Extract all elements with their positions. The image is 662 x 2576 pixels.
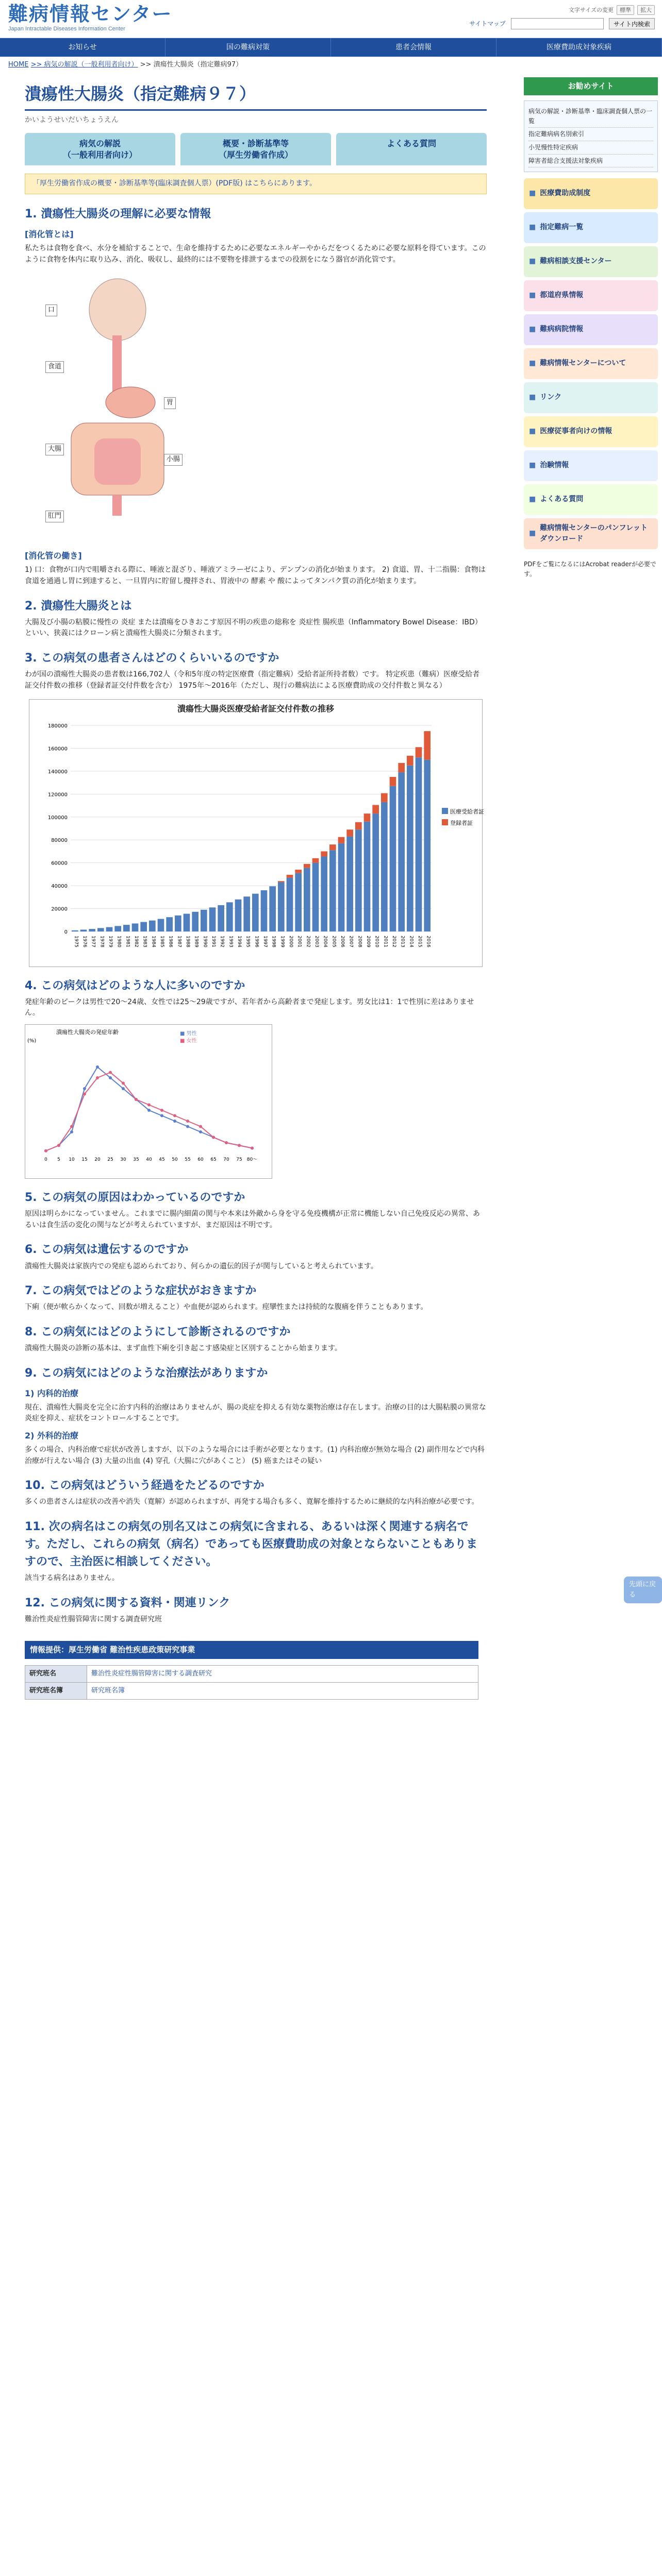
section-heading: 4. この病気はどのような人に多いのですか <box>25 979 245 992</box>
x-tick-label: 2013 <box>400 935 405 947</box>
chart-title: 潰瘍性大腸炎の発症年齢 <box>56 1029 119 1036</box>
legend-swatch <box>442 819 448 825</box>
bar-certificate <box>166 917 173 931</box>
section-text: 下痢（便が軟らかくなって、回数が増えること）や血便が認められます。痙攣性または持続的な腹痛を伴うこともあります。 <box>25 1303 428 1312</box>
section-subheading: 1) 内科的治療 <box>25 1388 79 1398</box>
data-point <box>199 1130 202 1133</box>
tab-faq[interactable]: よくある質問 <box>336 133 487 165</box>
bar-certificate <box>175 915 181 931</box>
bar-registration <box>398 762 405 772</box>
bar-registration <box>416 747 422 757</box>
illust-label: 胃 <box>164 397 176 409</box>
onset-age-chart <box>25 1024 272 1179</box>
bar-certificate <box>261 890 268 931</box>
sidebar-link-8[interactable] <box>524 450 658 481</box>
x-tick-label: 2005 <box>331 935 337 947</box>
data-point <box>96 1065 99 1069</box>
bar-registration <box>287 875 293 878</box>
data-point <box>160 1114 163 1117</box>
x-tick-label: 1975 <box>73 935 79 947</box>
x-tick-label: 1988 <box>185 935 190 947</box>
section-text: 大腸及び小腸の粘膜に慢性の 炎症 または潰瘍をひきおこす原因不明の疾患の総称を 炎症性 腸疾患（Inflammatory Bowel Disease：IBD）といい、狭義にはクローン病と潰瘍性大腸炎に分類されます。 <box>25 618 482 638</box>
bar-certificate <box>424 759 431 931</box>
chart-title: 潰瘍性大腸炎医療受給者証交付件数の推移 <box>177 703 334 714</box>
bar-certificate <box>192 911 198 931</box>
x-tick-label: 20 <box>94 1157 101 1162</box>
y-tick-label: 20000 <box>51 906 68 912</box>
data-point <box>173 1120 176 1123</box>
tab-general[interactable]: 病気の解説 （一般利用者向け） <box>25 133 175 165</box>
breadcrumb-home[interactable]: HOME <box>8 61 29 69</box>
breadcrumb <box>0 57 662 73</box>
legend-label: 登録者証 <box>450 819 473 826</box>
data-point <box>186 1125 189 1128</box>
x-tick-label: 5 <box>57 1157 60 1162</box>
x-tick-label: 2003 <box>314 935 319 947</box>
registrations-chart <box>29 699 483 967</box>
data-point <box>122 1082 125 1085</box>
bar-registration <box>295 870 302 873</box>
bar-registration <box>312 858 319 862</box>
x-tick-label: 2012 <box>391 935 396 947</box>
nav-news[interactable]: お知らせ <box>0 38 166 57</box>
legend-label: ■ 男性 <box>180 1031 197 1037</box>
x-tick-label: 1995 <box>245 935 251 947</box>
footer-row-value[interactable]: 研究班名簿 <box>87 1683 478 1700</box>
x-tick-label: 2000 <box>288 935 293 947</box>
x-tick-label: 1998 <box>271 935 276 947</box>
x-tick-label: 2006 <box>340 935 345 947</box>
sidebar-link-label: 難病相談支援センター <box>540 257 612 266</box>
sidebar-icon: ■ <box>529 257 536 266</box>
sidebar-link-1[interactable] <box>524 212 658 243</box>
data-point <box>83 1087 86 1090</box>
x-tick-label: 1979 <box>108 935 113 947</box>
data-point <box>251 1147 254 1150</box>
page-kana: かいようせいだいちょうえん <box>25 115 119 124</box>
font-size-label: 文字サイズの変更 <box>568 7 614 13</box>
y-tick-label: 180000 <box>47 723 68 729</box>
bar-certificate <box>132 923 139 931</box>
section-heading: 8. この病気にはどのようにして診断されるのですか <box>25 1326 291 1339</box>
bar-certificate <box>295 873 302 931</box>
x-tick-label: 1976 <box>82 935 87 947</box>
breadcrumb-current: >> 潰瘍性大腸炎（指定難病97） <box>140 61 243 69</box>
illust-label: 大腸 <box>45 444 64 455</box>
bar-registration <box>424 731 431 760</box>
bar-certificate <box>338 843 345 931</box>
x-tick-label: 65 <box>210 1157 217 1162</box>
breadcrumb-general[interactable]: >> 病気の解説（一般利用者向け） <box>30 61 138 69</box>
sidebar-link-label: リンク <box>540 393 561 402</box>
bar-certificate <box>278 882 285 931</box>
section-heading: 10. この病気はどういう経過をたどるのですか <box>25 1479 264 1493</box>
bar-registration <box>372 805 379 814</box>
x-tick-label: 1978 <box>99 935 105 947</box>
data-point <box>238 1144 241 1147</box>
sidebar-link-10[interactable] <box>524 518 658 549</box>
sidebar-link-label: 医療費助成制度 <box>540 189 591 198</box>
global-nav <box>0 38 662 57</box>
sitemap-link[interactable]: サイトマップ <box>469 20 506 27</box>
bar-certificate <box>416 757 422 931</box>
footer-row-label: 研究班名 <box>25 1666 87 1683</box>
sidebar-icon: ■ <box>529 223 536 232</box>
section-text: 私たちは食物を食べ、水分を補給することで、生命を維持するために必要なエネルギーやからだをつくるために必要な原料を得ています。このように食物を体内に取り込み、消化、吸収し、最終的には不要物を排泄するまでの役割をになう器官が消化管です。 <box>25 244 486 264</box>
sidebar-link-label: 医療従事者向けの情報 <box>540 427 613 436</box>
bar-registration <box>346 829 353 836</box>
data-point <box>199 1125 202 1128</box>
x-tick-label: 25 <box>107 1157 113 1162</box>
nav-patient-groups[interactable]: 患者会情報 <box>331 38 496 57</box>
data-point <box>83 1093 86 1096</box>
x-tick-label: 2004 <box>322 935 328 947</box>
section-text: 潰瘍性大腸炎の診断の基本は、まず血性下痢を引き起こす感染症と区別することから始まります。 <box>25 1344 342 1353</box>
y-tick-label: 40000 <box>51 883 68 889</box>
sidebar-link-9[interactable] <box>524 484 658 515</box>
sidebar-icon: ■ <box>529 189 536 198</box>
section-text: 1) 口：食物が口内で咀嚼される際に、唾液と混ざり、唾液アミラーゼにより、デンプンの消化が始まります。 2) 食道、胃、十二指腸：食物は食道を通過し胃に到達すると、一旦胃内に貯留し攪拌され、胃液中の 酵素 や 酸によってタンパク質の消化が始まります。 <box>25 566 486 585</box>
bar-certificate <box>304 868 310 931</box>
site-logo-sub: Japan Intractable Diseases Information Center <box>8 25 125 32</box>
font-large-button[interactable]: 拡大 <box>637 5 655 15</box>
footer-label: 情報提供：厚生労働省 難治性疾患政策研究事業 <box>25 1641 478 1659</box>
sidebar-icon: ■ <box>529 393 536 402</box>
footer-row-value[interactable]: 難治性炎症性腸管障害に関する調査研究 <box>87 1666 478 1683</box>
x-tick-label: 1990 <box>202 935 208 947</box>
footer-row-label: 研究班名簿 <box>25 1683 87 1700</box>
section-heading: 5. この病気の原因はわかっているのですか <box>25 1191 245 1204</box>
recommend-header: お勧めサイト <box>524 77 658 95</box>
sidebar-link-4[interactable] <box>524 314 658 345</box>
x-tick-label: 1991 <box>211 935 216 947</box>
sidebar-link-label: 難病情報センターのパンフレットダウンロード <box>540 523 648 544</box>
bar-registration <box>304 863 310 868</box>
site-header <box>0 0 662 38</box>
bar-certificate <box>226 902 233 931</box>
x-tick-label: 2009 <box>366 935 371 947</box>
section-subheading: [消化管とは] <box>25 229 74 240</box>
illust-label: 食道 <box>45 361 64 372</box>
bar-registration <box>321 851 327 856</box>
section-heading: 6. この病気は遺伝するのですか <box>25 1243 189 1257</box>
y-tick-label: 120000 <box>47 791 68 798</box>
bar-registration <box>355 822 362 829</box>
sidebar-link-label: 都道府県情報 <box>540 291 584 300</box>
data-point <box>70 1130 73 1133</box>
x-tick-label: 2007 <box>348 935 354 947</box>
bar-certificate <box>114 926 121 931</box>
x-tick-label: 1989 <box>193 935 199 947</box>
x-tick-label: 70 <box>223 1157 229 1162</box>
bar-certificate <box>123 925 130 931</box>
x-tick-label: 2014 <box>408 935 414 947</box>
bar-certificate <box>252 893 259 931</box>
bar-certificate <box>218 905 224 931</box>
sidebar-icon: ■ <box>529 325 536 334</box>
section-text: 難治性炎症性腸管障害に関する調査研究班 <box>25 1615 162 1624</box>
section-heading: 12. この病気に関する資料・関連リンク <box>25 1597 230 1609</box>
x-tick-label: 30 <box>120 1157 126 1162</box>
x-tick-label: 2011 <box>383 935 388 947</box>
x-tick-label: 55 <box>185 1157 191 1162</box>
illust-label: 小腸 <box>164 454 183 465</box>
data-point <box>70 1125 73 1128</box>
bar-certificate <box>312 862 319 931</box>
bar-certificate <box>89 929 95 931</box>
sidebar-link-label: 治験情報 <box>540 461 569 470</box>
section-text: わが国の潰瘍性大腸炎の患者数は166,702人（令和5年度の特定医療費（指定難病）受給者証所持者数）です。 特定疾患（難病）医療受給者証交付件数の推移（登録者証交付件数を含む） 1975年～2016年（ただし、現行の難病法による医療費助成の交付件数と異なる） <box>25 670 480 690</box>
y-tick-label: 80000 <box>51 837 68 843</box>
x-tick-label: 10 <box>69 1157 75 1162</box>
data-point <box>109 1076 112 1079</box>
data-point <box>186 1120 189 1123</box>
sidebar-link-label: 難病病院情報 <box>540 325 584 334</box>
site-logo[interactable]: 難病情報センター <box>8 2 173 25</box>
x-tick-label: 50 <box>172 1157 178 1162</box>
nav-subsidy[interactable]: 医療費助成対象疾病 <box>496 38 662 57</box>
section-text: 潰瘍性大腸炎は家族内での発症も認められており、何らかの遺伝的因子が関与していると考えられています。 <box>25 1262 378 1270</box>
bar-registration <box>390 777 396 786</box>
tab-criteria[interactable]: 概要・診断基準等 （厚生労働省作成） <box>180 133 331 165</box>
sidebar-icon: ■ <box>529 529 536 538</box>
quick-list-item[interactable]: 小児慢性特定疾病 <box>528 141 653 155</box>
x-tick-label: 2015 <box>417 935 422 947</box>
y-tick-label: 140000 <box>47 769 68 775</box>
y-axis-label: (%) <box>27 1038 37 1044</box>
quick-list-item[interactable]: 病気の解説・診断基準・臨床調査個人票の一覧 <box>528 105 653 128</box>
x-tick-label: 60 <box>197 1157 204 1162</box>
sidebar-link-5[interactable] <box>524 348 658 379</box>
x-tick-label: 1984 <box>151 935 156 947</box>
x-tick-label: 2010 <box>374 935 379 947</box>
data-point <box>147 1104 151 1107</box>
x-tick-label: 0 <box>44 1157 47 1162</box>
bar-certificate <box>372 814 379 931</box>
bar-registration <box>329 844 336 850</box>
page-title: 潰瘍性大腸炎（指定難病９７） <box>25 81 487 111</box>
data-point <box>57 1144 60 1147</box>
section-heading: 9. この病気にはどのような治療法がありますか <box>25 1366 268 1380</box>
illust-label: 口 <box>45 304 57 316</box>
x-tick-label: 75 <box>236 1157 242 1162</box>
section-text: 発症年齢のピークは男性で20〜24歳、女性では25〜29歳ですが、若年者から高齢者まで発症します。男女比は1：1で性別に差はありません。 <box>25 997 474 1018</box>
bar-certificate <box>149 920 156 931</box>
section-subheading: [消化管の働き] <box>25 551 82 561</box>
x-tick-label: 35 <box>133 1157 139 1162</box>
legend-swatch <box>442 808 448 814</box>
bar-certificate <box>329 850 336 931</box>
font-normal-button[interactable]: 標準 <box>617 5 634 15</box>
x-tick-label: 1999 <box>279 935 285 947</box>
bar-certificate <box>243 896 250 931</box>
x-tick-label: 1997 <box>262 935 268 947</box>
x-tick-label: 1985 <box>159 935 164 947</box>
x-tick-label: 2002 <box>305 935 311 947</box>
sidebar-link-label: よくある質問 <box>540 495 584 504</box>
x-tick-label: 2008 <box>357 935 362 947</box>
legend-label: 医療受給者証 <box>450 808 484 815</box>
bar-registration <box>407 755 413 765</box>
bar-certificate <box>209 907 216 931</box>
quick-list <box>524 100 658 172</box>
data-point <box>173 1114 176 1117</box>
bar-certificate <box>184 913 190 931</box>
bar-registration <box>364 814 371 822</box>
sidebar-link-label: 難病情報センターについて <box>540 359 626 368</box>
y-tick-label: 160000 <box>47 745 68 752</box>
data-point <box>212 1136 215 1139</box>
section-text: 該当する病名はありません。 <box>25 1574 119 1583</box>
data-point <box>147 1109 151 1112</box>
section-heading: 3. この病気の患者さんはどのくらいいるのですか <box>25 652 279 665</box>
x-tick-label: 1992 <box>219 935 225 947</box>
bar-certificate <box>106 927 113 931</box>
sidebar-icon: ■ <box>529 291 536 300</box>
search-button[interactable]: サイト内検索 <box>609 18 655 29</box>
sidebar-icon: ■ <box>529 461 536 470</box>
x-tick-label: 1994 <box>237 935 242 947</box>
bar-certificate <box>355 829 362 931</box>
bar-registration <box>278 881 285 882</box>
bar-certificate <box>72 930 78 931</box>
x-tick-label: 1981 <box>125 935 130 947</box>
y-tick-label: 0 <box>64 929 68 935</box>
x-tick-label: 15 <box>81 1157 88 1162</box>
data-point <box>135 1098 138 1101</box>
section-text: 多くの場合、内科治療で症状が改善しますが、以下のような場合には手術が必要となります。(1) 内科治療が無効な場合 (2) 副作用などで内科治療が行えない場合 (3) 大量の出血 (4) 穿孔（大腸に穴があくこと） (5) 癌またはその疑い <box>25 1445 485 1465</box>
y-tick-label: 60000 <box>51 860 68 867</box>
bar-certificate <box>381 802 388 931</box>
bar-certificate <box>364 821 371 931</box>
data-point <box>160 1109 163 1112</box>
bar-registration <box>381 793 388 802</box>
back-to-top-button[interactable]: 先頭に戻る <box>624 1577 662 1603</box>
sidebar-link-6[interactable] <box>524 382 658 413</box>
section-heading: 7. この病気ではどのような症状がおきますか <box>25 1284 257 1298</box>
search-input[interactable] <box>511 18 604 29</box>
bar-certificate <box>201 909 207 931</box>
digestive-illustration <box>35 274 200 541</box>
sidebar-link-0[interactable] <box>524 178 658 209</box>
sidebar-link-2[interactable] <box>524 246 658 277</box>
x-tick-label: 45 <box>159 1157 165 1162</box>
section-text: 原因は明らかになっていません。これまでに腸内細菌の関与や本来は外敵から身を守る免疫機構が正常に機能しない自己免疫反応の異常、あるいは食生活の変化の関与などが考えられていますが、まだ原因は不明です。 <box>25 1210 480 1229</box>
sidebar-icon: ■ <box>529 495 536 504</box>
x-tick-label: 1977 <box>90 935 96 947</box>
x-tick-label: 1987 <box>176 935 182 947</box>
bar-certificate <box>346 836 353 931</box>
sidebar-icon: ■ <box>529 427 536 436</box>
sidebar-icon: ■ <box>529 359 536 368</box>
section-heading: 2. 潰瘍性大腸炎とは <box>25 599 132 613</box>
bar-certificate <box>97 928 104 931</box>
section-text: 現在、潰瘍性大腸炎を完全に治す内科的治療はありませんが、腸の炎症を抑える有効な薬物治療は存在します。治療の目的は大腸粘膜の異常な炎症を抑え、症状をコントロールすることです。 <box>25 1403 486 1423</box>
section-subheading: 2) 外科的治療 <box>25 1431 79 1441</box>
x-tick-label: 1993 <box>228 935 234 947</box>
x-tick-label: 1996 <box>254 935 259 947</box>
bar-certificate <box>390 786 396 931</box>
y-tick-label: 100000 <box>47 815 68 821</box>
x-tick-label: 40 <box>146 1157 152 1162</box>
data-point <box>44 1149 47 1153</box>
bar-certificate <box>80 929 87 931</box>
x-tick-label: 80～ <box>246 1157 258 1162</box>
bar-certificate <box>158 919 164 931</box>
sidebar-link-3[interactable] <box>524 280 658 311</box>
section-text: 多くの患者さんは症状の改善や消失（寛解）が認められますが、再発する場合も多く、寛解を維持するために継続的な内科治療が必要です。 <box>25 1498 479 1506</box>
bar-registration <box>338 837 345 843</box>
quick-list-item[interactable]: 指定難病病名別索引 <box>528 128 653 141</box>
bar-certificate <box>235 899 242 931</box>
nav-policy[interactable]: 国の難病対策 <box>166 38 331 57</box>
pdf-link[interactable]: 「厚生労働省作成の概要・診断基準等(臨床調査個人票）(PDF版) はこちらにあります。 <box>25 174 487 194</box>
bar-certificate <box>140 922 147 931</box>
bar-certificate <box>269 886 276 931</box>
data-point <box>122 1087 125 1090</box>
data-point <box>109 1071 112 1074</box>
bar-certificate <box>287 877 293 931</box>
x-tick-label: 2001 <box>296 935 302 947</box>
sidebar-link-label: 指定難病一覧 <box>540 223 584 232</box>
quick-list-item[interactable]: 障害者総合支援法対象疾病 <box>528 155 653 168</box>
bar-certificate <box>398 772 405 931</box>
sidebar <box>524 77 658 584</box>
sidebar-link-7[interactable] <box>524 416 658 447</box>
section-heading: 1. 潰瘍性大腸炎の理解に必要な情報 <box>25 208 211 221</box>
section-heading: 11. 次の病名はこの病気の別名又はこの病気に含まれる、あるいは深く関連する病名です。ただし、これらの病気（病名）であっても医療費助成の対象とならないこともありますので、主治医に相談してください。 <box>25 1520 478 1569</box>
x-tick-label: 1986 <box>168 935 173 947</box>
x-tick-label: 1982 <box>134 935 139 947</box>
bar-certificate <box>321 856 327 931</box>
bar-certificate <box>407 765 413 931</box>
x-tick-label: 1980 <box>116 935 122 947</box>
x-tick-label: 2016 <box>425 935 431 947</box>
footer-info <box>25 1641 487 1700</box>
illust-label: 肛門 <box>45 511 64 522</box>
legend-label: ■ 女性 <box>180 1038 197 1044</box>
acrobat-note: PDFをご覧になるにはAcrobat readerが必要です。 <box>524 561 656 578</box>
x-tick-label: 1983 <box>142 935 147 947</box>
data-point <box>225 1141 228 1144</box>
data-point <box>96 1076 99 1079</box>
